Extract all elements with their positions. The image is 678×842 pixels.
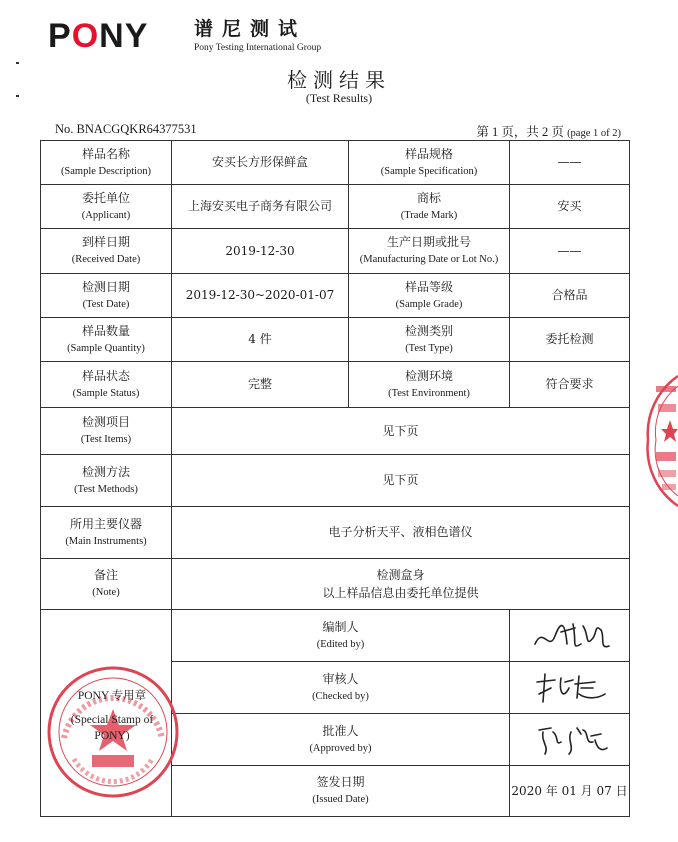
value-text: 安买 bbox=[557, 199, 582, 213]
issued-date-value: 2020 年 01 月 07 日 bbox=[510, 766, 630, 817]
row-note bbox=[41, 559, 630, 610]
info-row bbox=[41, 362, 630, 408]
field-label bbox=[349, 185, 510, 229]
field-label bbox=[41, 274, 172, 318]
field-label bbox=[41, 141, 172, 185]
value-text: 2019-12-30 bbox=[225, 243, 295, 258]
page-info bbox=[476, 122, 621, 140]
value-text: 上海安买电子商务有限公司 bbox=[187, 199, 332, 213]
label-en: (Test Items) bbox=[80, 434, 132, 445]
field-label bbox=[41, 229, 172, 274]
handwritten-signature-2 bbox=[515, 666, 625, 710]
label-en: (Issued Date) bbox=[312, 794, 369, 805]
field-value bbox=[510, 141, 630, 185]
info-row bbox=[41, 229, 630, 274]
logo-text: PONY bbox=[48, 17, 149, 55]
label-en: (Test Date) bbox=[82, 298, 130, 310]
row-edited-by bbox=[41, 610, 630, 662]
field-label bbox=[349, 318, 510, 362]
label-cn: 样品规格 bbox=[404, 146, 453, 161]
handwritten-signature-1 bbox=[515, 614, 625, 658]
field-value bbox=[172, 141, 349, 185]
label-en: (Sample Description) bbox=[60, 165, 152, 177]
label-cn: 编制人 bbox=[322, 619, 359, 634]
value-text: —— bbox=[557, 243, 582, 258]
field-label bbox=[41, 318, 172, 362]
label-cn: 备注 bbox=[93, 568, 118, 582]
value-text: 符合要求 bbox=[545, 377, 594, 391]
field-label bbox=[349, 229, 510, 274]
field-value bbox=[172, 229, 349, 274]
label-cn: 检测环境 bbox=[404, 368, 453, 383]
value-text: 4 件 bbox=[248, 332, 272, 346]
test-items-value: 见下页 bbox=[172, 408, 630, 455]
stamp-label-en: (Special Stamp of PONY) bbox=[70, 714, 154, 742]
label-en: (Note) bbox=[92, 587, 120, 598]
info-row bbox=[41, 185, 630, 229]
note-line-2: 以上样品信息由委托单位提供 bbox=[322, 586, 479, 600]
info-row bbox=[41, 141, 630, 185]
report-number: No. BNACGQKR64377531 bbox=[55, 122, 197, 136]
label-en: (Sample Quantity) bbox=[67, 342, 145, 354]
instruments-value: 电子分析天平、液相色谱仪 bbox=[172, 507, 630, 559]
document-title: 检测结果 bbox=[287, 68, 391, 92]
company-name-cn: 谱尼测试 bbox=[194, 18, 307, 40]
label-cn: 检测类别 bbox=[404, 323, 453, 338]
field-value bbox=[172, 318, 349, 362]
label-en: (Checked by) bbox=[312, 690, 369, 702]
row-test-items bbox=[41, 408, 630, 455]
label-cn: 检测日期 bbox=[81, 279, 130, 294]
signature-approved bbox=[510, 714, 630, 766]
field-value bbox=[510, 318, 630, 362]
row-test-methods bbox=[41, 455, 630, 507]
label-cn: 委托单位 bbox=[81, 190, 130, 205]
field-value bbox=[510, 229, 630, 274]
value-text: 合格品 bbox=[551, 288, 588, 302]
label-en: (Sample Status) bbox=[72, 387, 140, 399]
label-en: (Test Type) bbox=[405, 342, 453, 354]
field-value bbox=[172, 362, 349, 408]
page-seam-seal bbox=[642, 374, 678, 508]
label-cn: 审核人 bbox=[322, 671, 359, 686]
label-en: (Test Environment) bbox=[388, 387, 470, 399]
handwritten-signature-3 bbox=[515, 718, 625, 762]
label-cn: 检测项目 bbox=[81, 415, 130, 429]
field-label bbox=[349, 274, 510, 318]
label-en: (Main Instruments) bbox=[65, 535, 147, 547]
label-en: (Manufacturing Date or Lot No.) bbox=[359, 254, 499, 265]
value-text: 完整 bbox=[247, 377, 272, 391]
field-value bbox=[172, 274, 349, 318]
field-label bbox=[41, 362, 172, 408]
field-label bbox=[349, 141, 510, 185]
label-en: (Edited by) bbox=[316, 638, 365, 650]
company-logo bbox=[48, 18, 338, 54]
label-cn: 样品状态 bbox=[81, 368, 130, 383]
label-cn: 生产日期或批号 bbox=[386, 235, 471, 249]
note-value bbox=[172, 559, 630, 610]
label-cn: 商标 bbox=[416, 190, 441, 205]
test-methods-value: 见下页 bbox=[172, 455, 630, 507]
field-label bbox=[349, 362, 510, 408]
label-cn: 样品名称 bbox=[81, 146, 130, 161]
info-row bbox=[41, 274, 630, 318]
label-cn: 所用主要仪器 bbox=[69, 516, 142, 531]
label-en: (Received Date) bbox=[71, 254, 141, 265]
label-cn: 样品数量 bbox=[81, 323, 130, 338]
field-value bbox=[172, 185, 349, 229]
label-en: (Trade Mark) bbox=[400, 209, 458, 221]
row-instruments bbox=[41, 507, 630, 559]
value-text: 2019-12-30~2020-01-07 bbox=[185, 288, 335, 302]
label-en: (Sample Specification) bbox=[380, 165, 478, 177]
field-value bbox=[510, 185, 630, 229]
label-en: (Sample Grade) bbox=[395, 298, 463, 310]
value-text: —— bbox=[557, 155, 582, 169]
label-en: (Applicant) bbox=[81, 209, 131, 221]
document-subtitle: (Test Results) bbox=[305, 91, 373, 105]
value-text: 安买长方形保鲜盒 bbox=[211, 155, 308, 169]
stamp-label: PONY 专用章 bbox=[77, 690, 147, 702]
label-cn: 签发日期 bbox=[316, 775, 365, 789]
page-info-cn: 第 1 页，共 2 页 bbox=[476, 125, 564, 139]
field-value bbox=[510, 362, 630, 408]
company-name-en: Pony Testing International Group bbox=[194, 43, 322, 53]
field-value bbox=[510, 274, 630, 318]
signature-checked bbox=[510, 662, 630, 714]
label-cn: 到样日期 bbox=[81, 235, 130, 249]
label-en: (Test Methods) bbox=[74, 483, 138, 495]
page-info-en: (page 1 of 2) bbox=[567, 128, 621, 139]
label-cn: 样品等级 bbox=[404, 279, 453, 294]
signature-edited bbox=[510, 610, 630, 662]
logo-wordmark bbox=[48, 18, 148, 54]
note-line-1: 检测盒身 bbox=[376, 568, 425, 582]
value-text: 委托检测 bbox=[545, 332, 594, 346]
label-cn: 检测方法 bbox=[81, 464, 130, 479]
label-cn: 批准人 bbox=[322, 723, 359, 738]
info-row bbox=[41, 318, 630, 362]
label-en: (Approved by) bbox=[309, 742, 372, 754]
field-label bbox=[41, 185, 172, 229]
